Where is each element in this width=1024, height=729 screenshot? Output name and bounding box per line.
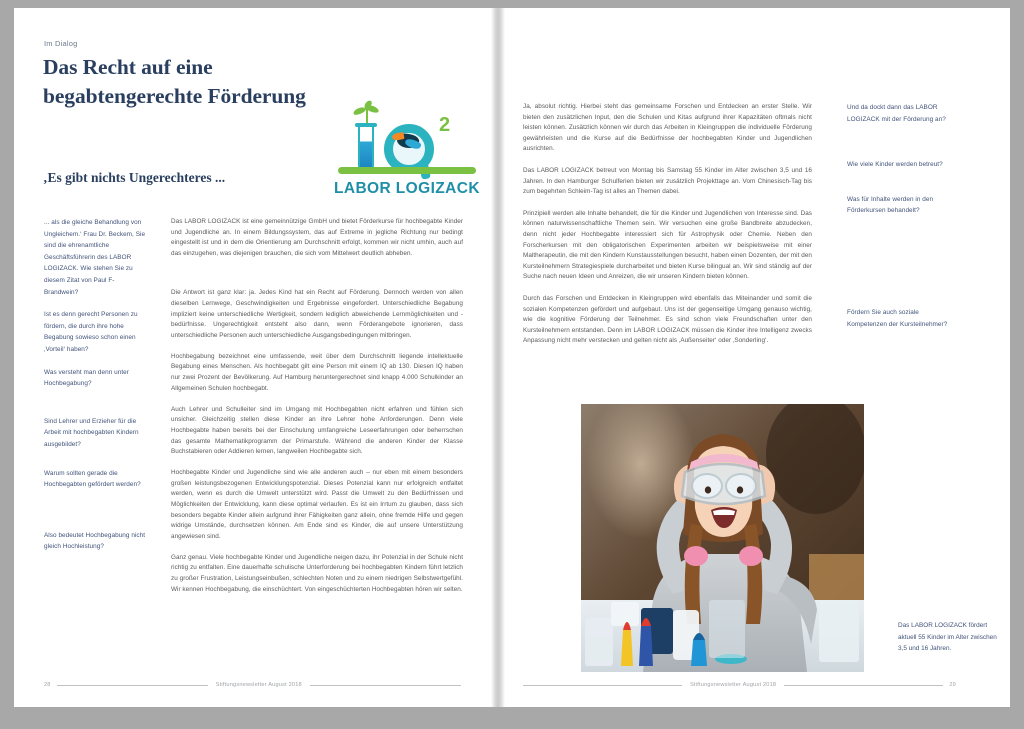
question-item: Wie viele Kinder werden betreut? (847, 161, 943, 169)
question-item: Fördern Sie auch soziale Kompetenzen der Kursteilnehmer? (847, 308, 948, 328)
headline-line-2: begabtengerechte Förderung (43, 84, 306, 108)
question-item: Was versteht man denn unter Hochbegabung? (44, 368, 129, 388)
footer-title: Stiftungsnewsletter August 2018 (690, 682, 777, 688)
page-number: 29 (949, 682, 956, 688)
question-item: Ist es denn gerecht Personen zu fördern, die durch ihre hohe Begabung sowieso schon einen ‚Vorteil‘ haben? (44, 311, 138, 353)
logo-ground-bar-icon (338, 167, 476, 174)
body-paragraph: Ja, absolut richtig. Hierbei steht das gemeinsame Forschen und Entdecken an erster Stelle. Wir bieten den zusätzlichen Input, den die Schulen und Kitas aufgrund ihrer Kapazitäten oftmals nicht leisten können. Zusätzlich können wir durch das Arbeiten in Kleingruppen die individuelle Förderung gewährleisten und die Kurse auf die Bedürfnisse der hochbegabten Kinder und Jugendlichen ausrichten. (523, 103, 812, 153)
test-tube-lip-icon (355, 123, 377, 127)
question-item: ... als die gleiche Behandlung von Ungleichem.‘ Frau Dr. Beckem, Sie sind die ehrenamtliche Geschäftsführerin des LABOR LOGIZACK. Wie stehen Sie zu diesem Zitat von Paul F-Brandwein? (44, 219, 146, 296)
photo-illustration (581, 404, 864, 672)
subheading: ‚Es gibt nichts Ungerechteres ... (43, 170, 226, 185)
left-page (14, 8, 491, 707)
logo-superscript: 2 (439, 114, 451, 136)
body-paragraph: Die Antwort ist ganz klar: ja. Jedes Kind hat ein Recht auf Förderung. Dennoch werden von allen dieselben Lernwege, Geschwindigkeiten und Ergebnisse eingefordert. Unterschiedliche Begabung impliziert keine unterschiedliche Wertigkeit, sondern lediglich abweichende Lernmöglichkeiten und -bedürfnisse. Ungerechtigkeit entsteht also dann, wenn Förderangebote ignorieren, dass unterschiedliche Personen auch unterschiedliche Ausgangsbedingungen mitbringen. (171, 289, 463, 339)
body-paragraph: Auch Lehrer und Schulleiter sind im Umgang mit Hochbegabten nicht erfahren und fühlen sich unsicher. Gleichzeitig stellen diese Kinder an ihre Lehrer hohe Anforderungen. Denn viele Hochbegabte haben bereits bei der Einschulung umfangreiche Leseerfahrungen oder beherrschen das gesamte Mathematikprogramm der Primarstufe. Während die anderen Kinder der Klasse Buchstabieren oder Addieren lernen, langweilen Hochbegabte sich. (171, 405, 463, 456)
page-gutter (491, 8, 505, 707)
right-question-column (847, 102, 951, 341)
labor-logizack-logo (332, 104, 480, 198)
footer-title: Stiftungsnewsletter August 2018 (215, 682, 302, 688)
article-photo (581, 404, 864, 672)
body-paragraph: Durch das Forschen und Entdecken in Kleingruppen wird ebenfalls das Miteinander und somit die sozialen Kompetenzen gefördert und aufgebaut. Uns ist der gegenseitige Umgang genauso wichtig, wie die kognitive Förderung der Teilnehmer. Es sind schon viele Freundschaften unter den Kursteilnehmern entstanden. Denn im LABOR LOGIZACK müssen die Kinder ihre Intelligenz zwecks Anpassung nicht mehr verstecken und gelten nicht als ‚Außenseiter‘ oder ‚Sonderling‘. (523, 294, 812, 345)
question-item: Was für Inhalte werden in den Förderkursen behandelt? (847, 195, 934, 215)
left-body-column (171, 217, 463, 606)
page-title (43, 53, 373, 111)
question-item: Sind Lehrer und Erzieher für die Arbeit mit hochbegabten Kindern ausgebildet? (44, 417, 139, 448)
footer-rule-right (310, 685, 461, 686)
headline-line-1: Das Recht auf eine (43, 55, 213, 79)
right-body-column (523, 102, 812, 357)
footer-rule-left (523, 685, 682, 686)
question-item: Warum sollten gerade die Hochbegabten gefördert werden? (44, 469, 141, 489)
left-question-column (44, 217, 148, 564)
left-page-footer (44, 682, 461, 688)
kicker-label: Im Dialog (44, 39, 78, 48)
photo-caption: Das LABOR LOGIZACK fördert aktuell 55 Kinder im Alter zwischen 3,5 und 16 Jahren. (898, 622, 997, 653)
footer-rule-right (784, 685, 943, 686)
logo-wordmark: LABOR LOGIZACK (334, 180, 480, 197)
body-paragraph: Das LABOR LOGIZACK betreut von Montag bis Samstag 55 Kinder im Alter zwischen 3,5 und 16 Jahren. In den Hamburger Schulferien bieten wir zusätzlich Projekttage an. Vom Chinesisch-Tag bis zum begehrten Schleim-Tag ist alles an Themen dabei. (523, 166, 812, 196)
page-number: 28 (44, 682, 51, 688)
body-paragraph: Ganz genau. Viele hochbegabte Kinder und Jugendliche neigen dazu, ihr Potenzial in der Schule nicht richtig zu entfalten. Eine dauerhafte schulische Unterforderung bei hochbegabten Kindern führt letzlich zu großer Frustration, Leistungseinbußen, schlechten Noten und zu einem niedrigen Selbstwertgefühl. Wir kennen Hochbegabung, die einschüchtert. Von eingeschüchterten Hochbegabten hören wir selten. (171, 553, 463, 593)
body-paragraph: Hochbegabung bezeichnet eine umfassende, weit über dem Durchschnitt liegende intellektuelle Begabung eines Menschen. Als hochbegabt gilt eine Person mit einem IQ ab 130. Diesen IQ haben nur zwei Prozent der Bevölkerung. Auf Hamburg heruntergerechnet sind knapp 4.000 Schulkinder an Allgemeinen Schulen hochbegabt. (171, 352, 463, 392)
right-page-footer (523, 682, 956, 688)
body-paragraph: Das LABOR LOGIZACK ist eine gemeinnützige GmbH und bietet Förderkurse für hochbegabte Kinder und Jugendliche an. In einem Bildungssystem, das auf Extreme in jegliche Richtung nur bedingt eingestellt ist und in dem die Orientierung am Durchschnitt erfolgt, kommen wir nicht umhin, auch auf das einzugehen, was diejenigen brauchen, die sich vom Mittelwert deutlich abheben. (171, 218, 463, 257)
body-paragraph: Prinzipiell werden alle Inhalte behandelt, die für die Kinder und Jugendlichen von Interesse sind. Das können naturwissenschaftliche Themen sein. Wir versuchen eine große Bandbreite abzudecken, denn nicht jeder Hochbegabte interessiert sich für Astrophysik oder Chemie. Neben den Forscherkursen mit den obligatorischen Experimenten arbeiten wir beispielsweise mit einer Maltherapeutin, die mit den Kindern Kunstausstellungen besucht, haben einen Dozenten, der mit den Kursteilnehmern Strategiespiele durcharbeitet und bieten Kurse bilingual an. Wir sind ständig auf der Suche nach neuen Ideen und Anreizen, die wir unseren Kindern bieten können. (523, 209, 812, 281)
question-item: Also bedeutet Hochbegabung nicht gleich Hochleistung? (44, 531, 146, 551)
footer-rule-left (57, 685, 208, 686)
question-item: Und da dockt dann das LABOR LOGIZACK mit der Förderung an? (847, 104, 946, 123)
body-paragraph: Hochbegabte Kinder und Jugendliche sind wie alle anderen auch – nur eben mit einem besonders großen leistungsbezogenen Entwicklungspotenzial. Dieses Potenzial kann nur erfolgreich entfaltet werden, wenn es durch die Umwelt unterstützt wird. Passt die Umwelt zu den Bedürfnissen und Möglichkeiten der Entwicklung, kann diese optimal verlaufen. Es ist ein Irrtum zu glauben, dass sich besonders begabte Kinder allein aufgrund ihrer Fähigkeiten ganz allein, ohne fremde Hilfe und gegen widrige Umstände, durchsetzen können. Am Ende sind es Kinder, die auf unsere Unterstützung angewiesen sind. (171, 469, 463, 540)
